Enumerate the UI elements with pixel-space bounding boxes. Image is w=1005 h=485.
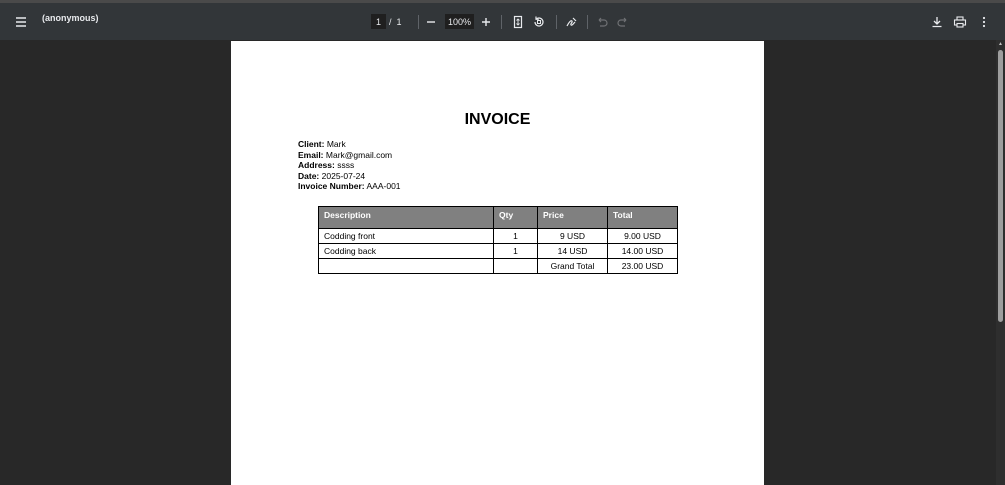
- scrollbar-thumb[interactable]: [998, 50, 1003, 322]
- header-qty: Qty: [494, 207, 538, 229]
- client-label: Client:: [298, 139, 325, 149]
- page-separator: /: [389, 16, 392, 27]
- toolbar-divider: [587, 15, 588, 29]
- table-row: [319, 244, 678, 259]
- grand-total-label: Grand Total: [538, 259, 608, 274]
- cell-total: 9.00 USD: [608, 229, 678, 244]
- cell-qty: 1: [494, 229, 538, 244]
- undo-icon[interactable]: [591, 11, 613, 33]
- invoice-number-value: AAA-001: [366, 181, 401, 191]
- invoice-title: INVOICE: [464, 111, 531, 128]
- date-line: [298, 171, 401, 182]
- more-icon[interactable]: [973, 11, 995, 33]
- header-price: Price: [538, 207, 608, 229]
- download-icon[interactable]: [926, 11, 948, 33]
- cell-description: Codding front: [319, 229, 494, 244]
- pdf-page: [231, 41, 764, 485]
- cell-qty: 1: [494, 244, 538, 259]
- email-value: Mark@gmail.com: [325, 149, 393, 160]
- address-value: ssss: [337, 160, 355, 170]
- pdf-toolbar: [0, 0, 1005, 40]
- toolbar-divider: [501, 15, 502, 29]
- email-line: [298, 150, 401, 161]
- invoice-number-line: [298, 181, 401, 192]
- annotate-icon[interactable]: [561, 11, 583, 33]
- zoom-level-input[interactable]: 100%: [445, 14, 474, 29]
- menu-icon[interactable]: [10, 11, 32, 33]
- cell-empty: [319, 259, 494, 274]
- invoice-info: [298, 139, 401, 192]
- scroll-up-icon[interactable]: ▲: [998, 41, 1003, 47]
- client-value: Mark: [326, 139, 346, 149]
- zoom-in-icon[interactable]: [475, 11, 497, 33]
- invoice-table: [318, 206, 678, 274]
- header-description: Description: [319, 207, 494, 229]
- cell-empty: [494, 259, 538, 274]
- email-label: Email:: [298, 149, 324, 160]
- page-count: [389, 14, 402, 29]
- grand-total-row: [319, 259, 678, 274]
- cell-price: 14 USD: [538, 244, 608, 259]
- fit-page-icon[interactable]: [507, 11, 529, 33]
- table-header-row: [319, 207, 678, 229]
- toolbar-divider: [418, 15, 419, 29]
- address-line: [298, 160, 401, 171]
- page-number-input[interactable]: 1: [371, 14, 386, 29]
- client-line: [298, 139, 401, 150]
- rotate-icon[interactable]: [528, 11, 550, 33]
- table-row: [319, 229, 678, 244]
- vertical-scrollbar[interactable]: [996, 40, 1005, 485]
- toolbar-divider: [556, 15, 557, 29]
- zoom-out-icon[interactable]: [420, 11, 442, 33]
- date-value: 2025-07-24: [321, 170, 366, 181]
- grand-total-value: 23.00 USD: [608, 259, 678, 274]
- print-icon[interactable]: [949, 11, 971, 33]
- invoice-number-label: Invoice Number:: [298, 181, 365, 191]
- date-label: Date:: [298, 170, 320, 181]
- redo-icon[interactable]: [612, 11, 634, 33]
- cell-price: 9 USD: [538, 229, 608, 244]
- address-label: Address:: [298, 160, 335, 170]
- total-pages: 1: [396, 16, 402, 27]
- document-title: (anonymous): [42, 13, 99, 23]
- cell-total: 14.00 USD: [608, 244, 678, 259]
- cell-description: Codding back: [319, 244, 494, 259]
- header-total: Total: [608, 207, 678, 229]
